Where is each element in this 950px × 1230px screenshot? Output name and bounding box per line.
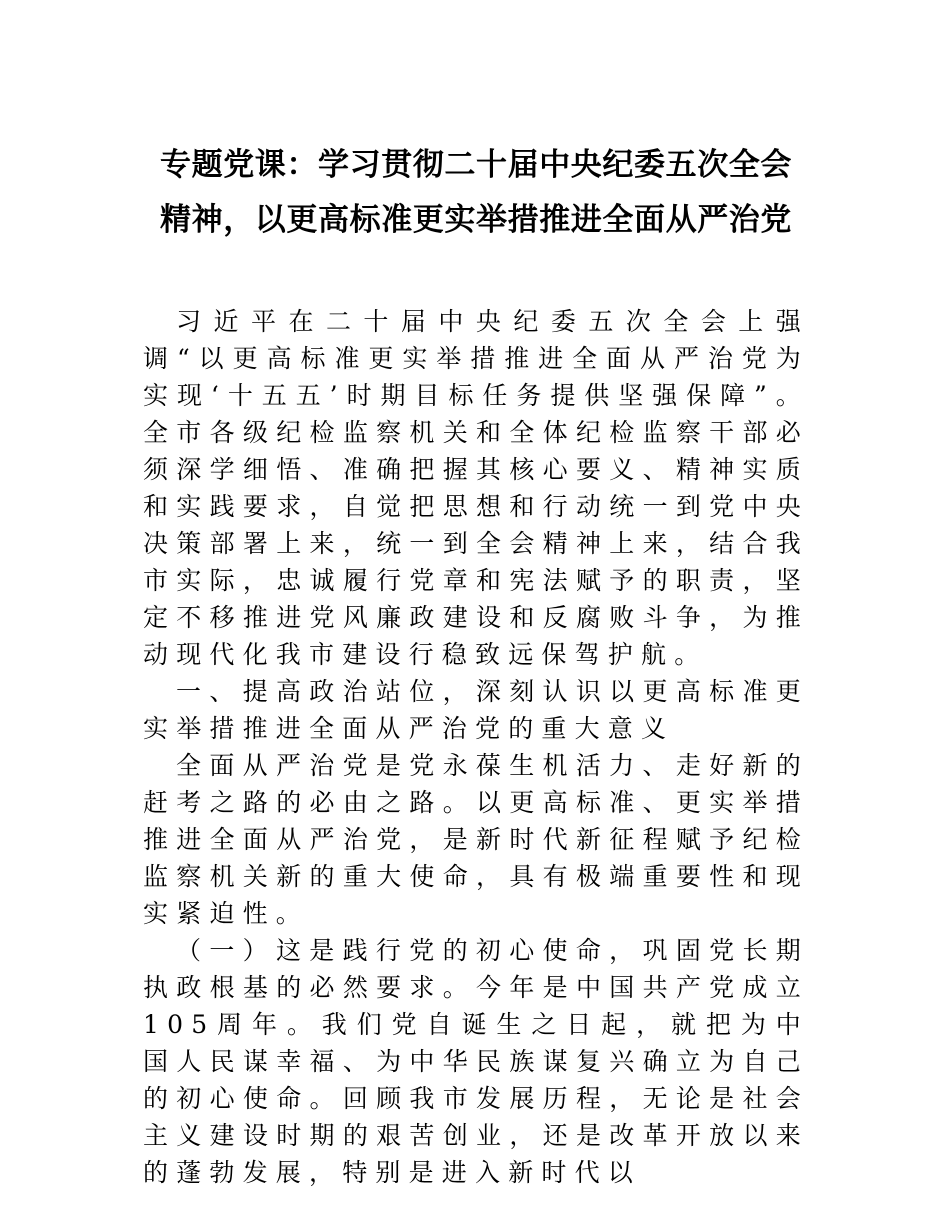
- title-line-2: 精神，以更高标准更实举措推进全面从严治党: [160, 202, 792, 238]
- subsection-1-paragraph: （一）这是践行党的初心使命，巩固党长期执政根基的必然要求。今年是中国共产党成立105周年。我们党自诞生之日起，就把为中国人民谋幸福、为中华民族谋复兴确立为自己的初心使命。回顾我市发展历程，无论是社会主义建设时期的艰苦创业，还是改革开放以来的蓬勃发展，特别是进入新时代以: [143, 936, 809, 1187]
- title-line-1: 专题党课：学习贯彻二十届中央纪委五次全会: [160, 147, 792, 183]
- intro-paragraph: 习近平在二十届中央纪委五次全会上强调“以更高标准更实举措推进全面从严治党为实现‘十五五’时期目标任务提供坚强保障”。全市各级纪检监察机关和全体纪检监察干部必须深学细悟、准确把握其核心要义、精神实质和实践要求，自觉把思想和行动统一到党中央决策部署上来，统一到全会精神上来，结合我市实际，忠诚履行党章和宪法赋予的职责，坚定不移推进党风廉政建设和反腐败斗争，为推动现代化我市建设行稳致远保驾护航。: [143, 307, 809, 669]
- document-title: [143, 138, 809, 248]
- section-1-paragraph: 全面从严治党是党永葆生机活力、走好新的赶考之路的必由之路。以更高标准、更实举措推进全面从严治党，是新时代新征程赋予纪检监察机关新的重大使命，具有极端重要性和现实紧迫性。: [143, 751, 809, 928]
- section-heading-1: 一、提高政治站位，深刻认识以更高标准更实举措推进全面从严治党的重大意义: [143, 677, 809, 743]
- document-body: [143, 303, 809, 1191]
